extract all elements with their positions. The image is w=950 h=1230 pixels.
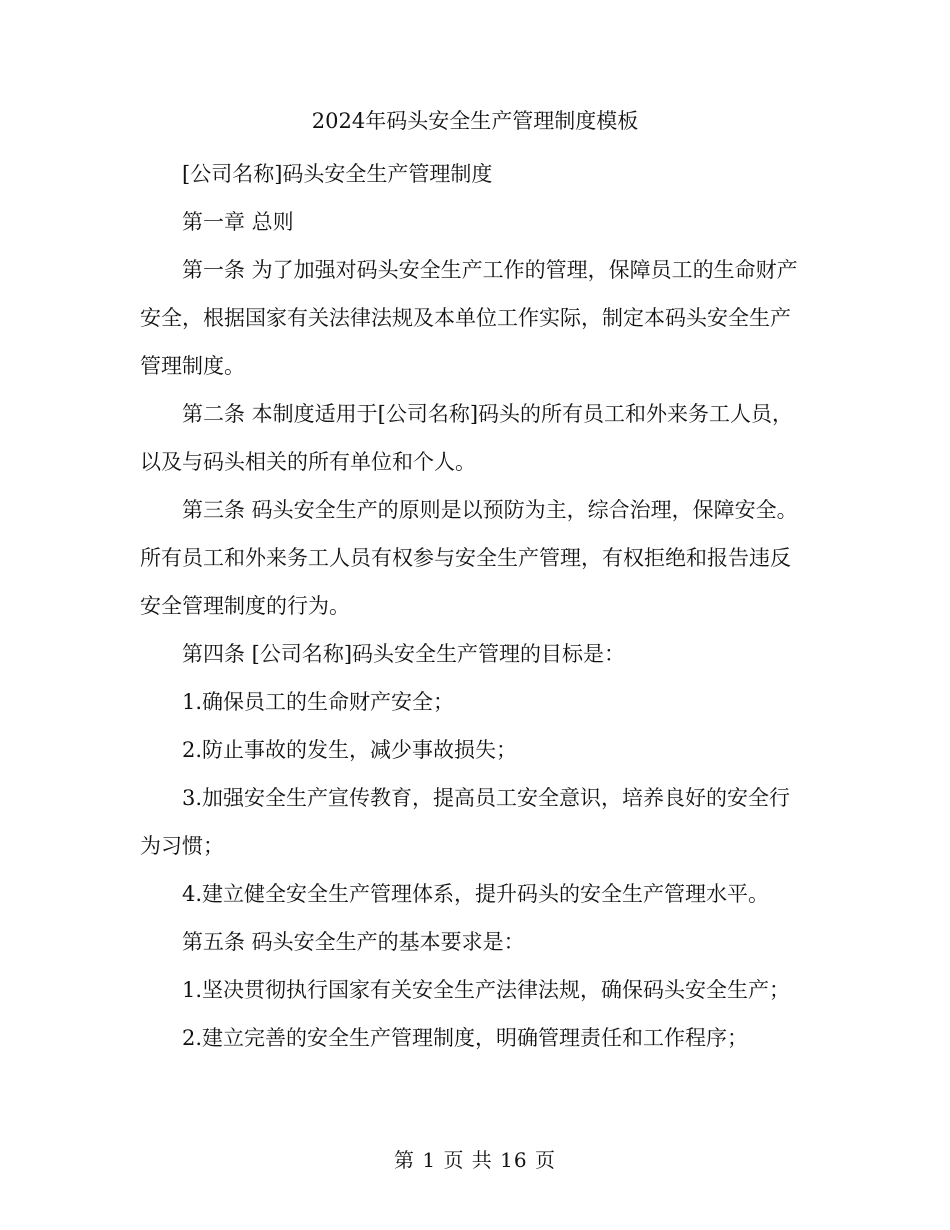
list-item: 1.坚决贯彻执行国家有关安全生产法律法规，确保码头安全生产； xyxy=(182,978,791,1002)
list-item: 2.防止事故的发生，减少事故损失； xyxy=(182,738,518,762)
paragraph-company-heading: [公司名称]码头安全生产管理制度 xyxy=(182,162,493,186)
paragraph-article-1: 第一条 为了加强对码头安全生产工作的管理，保障员工的生命财产安全，根据国家有关法律法规及本单位工作实际，制定本码头安全生产管理制度。 xyxy=(140,258,798,378)
document-body xyxy=(140,150,800,1062)
document-title: 2024年码头安全生产管理制度模板 xyxy=(311,109,639,133)
paragraph-article-3: 第三条 码头安全生产的原则是以预防为主，综合治理，保障安全。所有员工和外来务工人员有权参与安全生产管理，有权拒绝和报告违反安全管理制度的行为。 xyxy=(140,498,798,618)
paragraph-article-5: 第五条 码头安全生产的基本要求是： xyxy=(182,930,525,954)
paragraph-article-2: 第二条 本制度适用于[公司名称]码头的所有员工和外来务工人员，以及与码头相关的所有单位和个人。 xyxy=(140,402,794,474)
list-item: 2.建立完善的安全生产管理制度，明确管理责任和工作程序； xyxy=(182,1026,749,1050)
list-item: 4.建立健全安全生产管理体系，提升码头的安全生产管理水平。 xyxy=(182,882,770,906)
page-number-footer: 第 1 页 共 16 页 xyxy=(394,1148,556,1172)
list-item: 3.加强安全生产宣传教育，提高员工安全意识，培养良好的安全行为习惯； xyxy=(140,786,791,858)
paragraph-chapter-heading: 第一章 总则 xyxy=(182,210,294,234)
paragraph-article-4: 第四条 [公司名称]码头安全生产管理的目标是： xyxy=(182,642,626,666)
list-item: 1.确保员工的生命财产安全； xyxy=(182,690,455,714)
